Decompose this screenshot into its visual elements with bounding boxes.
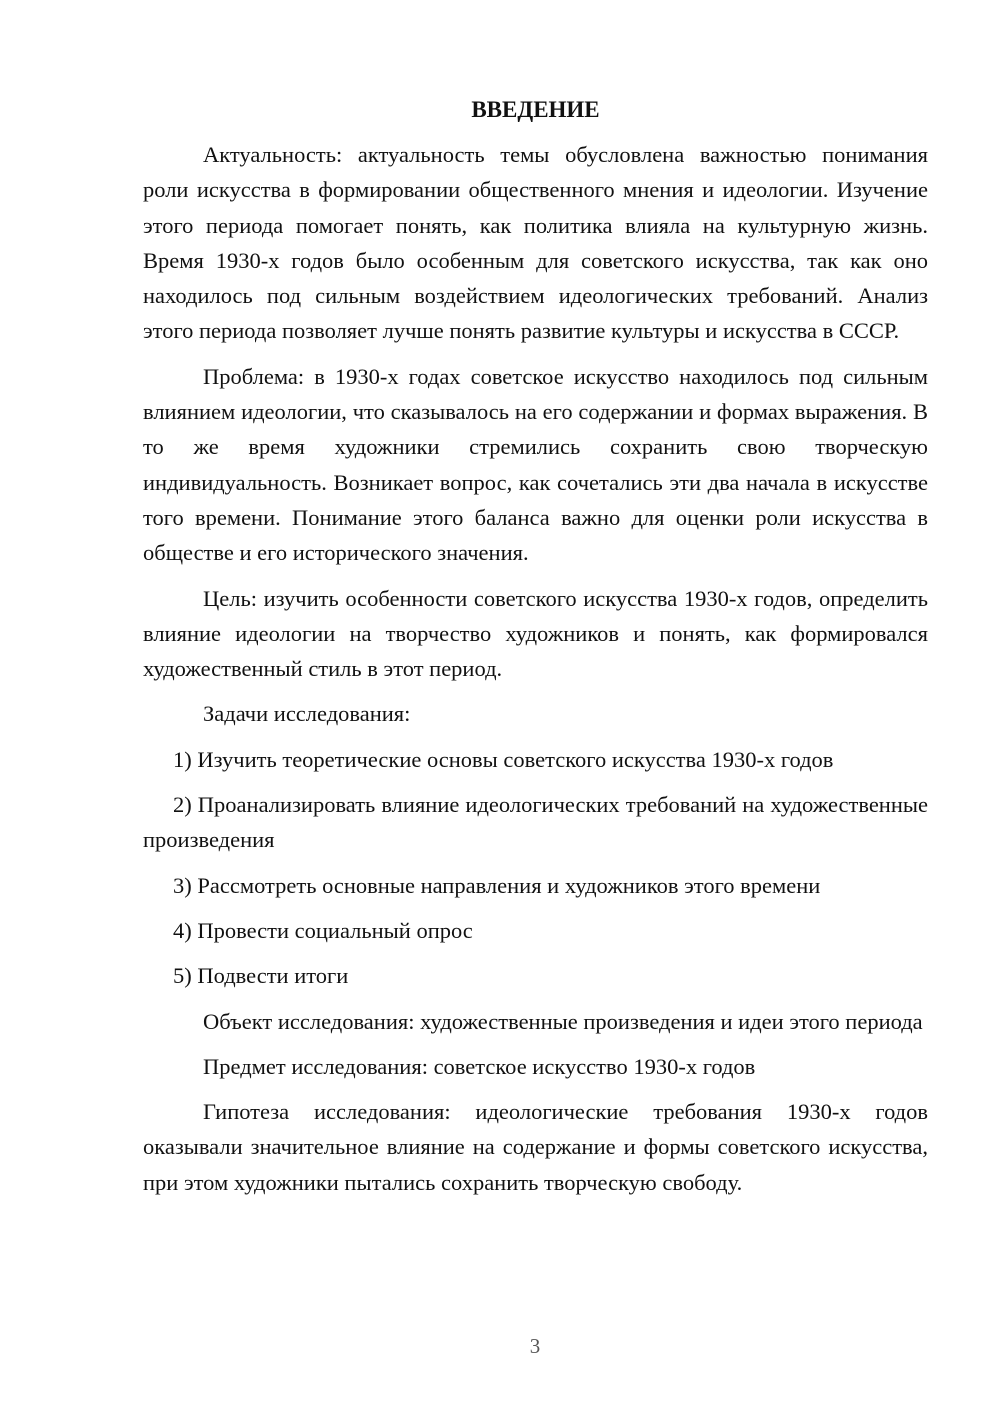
document-page <box>143 92 928 1210</box>
relevance-paragraph: Актуальность: актуальность темы обусловлена важностью понимания роли искусства в формировании общественного мнения и идеологии. Изучение этого периода помогает понять, как политика влияла на культурную жизнь. Время 1930-х годов было особенным для советского искусства, так как оно находилось под сильным воздействием идеологических требований. Анализ этого периода позволяет лучше понять развитие культуры и искусства в СССР. <box>143 142 928 344</box>
task-item-4: 4) Провести социальный опрос <box>173 917 473 943</box>
task-item-3: 3) Рассмотреть основные направления и художников этого времени <box>173 872 821 898</box>
section-title: ВВЕДЕНИЕ <box>471 97 600 122</box>
page-number: 3 <box>529 1334 541 1358</box>
task-item-2: 2) Проанализировать влияние идеологических требований на художественные произведения <box>143 792 928 853</box>
task-item-5: 5) Подвести итоги <box>173 963 349 989</box>
subject-paragraph: Предмет исследования: советское искусство 1930-х годов <box>203 1053 756 1079</box>
problem-paragraph: Проблема: в 1930-х годах советское искусство находилось под сильным влиянием идеологии, что сказывалось на его содержании и формах выражения. В то же время художники стремились сохранить свою творческую индивидуальность. Возникает вопрос, как сочетались эти два начала в искусстве того времени. Понимание этого баланса важно для оценки роли искусства в обществе и его исторического значения. <box>143 363 928 566</box>
task-item-1: 1) Изучить теоретические основы советского искусства 1930-х годов <box>173 746 834 772</box>
tasks-heading: Задачи исследования: <box>203 701 411 727</box>
object-paragraph: Объект исследования: художественные произведения и идеи этого периода <box>203 1008 923 1034</box>
goal-paragraph: Цель: изучить особенности советского искусства 1930-х годов, определить влияние идеологии на творчество художников и понять, как формировался художественный стиль в этот период. <box>143 585 928 682</box>
hypothesis-paragraph: Гипотеза исследования: идеологические требования 1930-х годов оказывали значительное влияние на содержание и формы советского искусства, при этом художники пытались сохранить творческую свободу. <box>143 1099 928 1195</box>
